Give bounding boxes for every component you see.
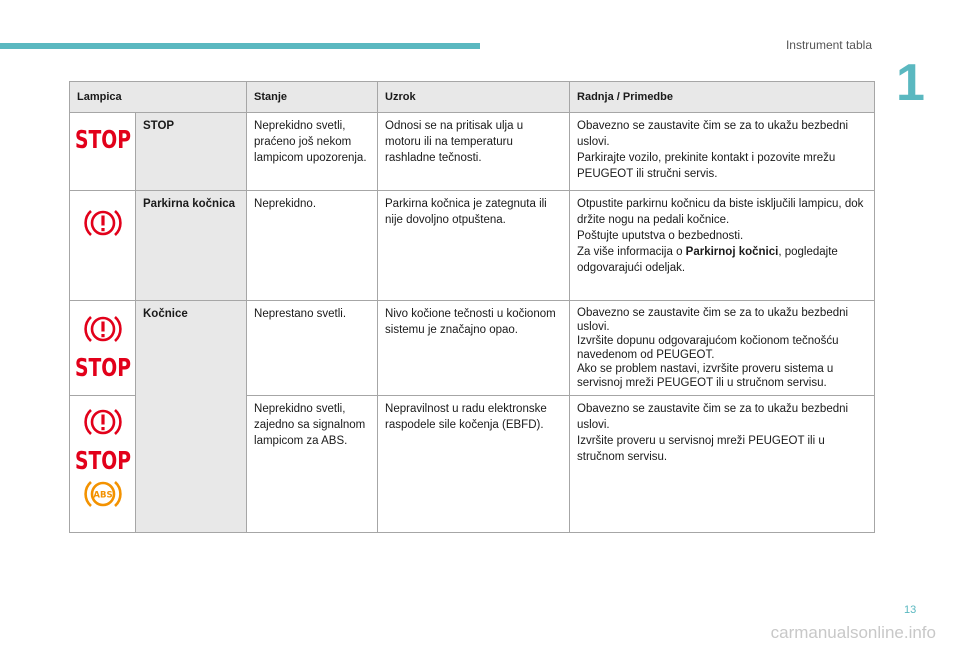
svg-text:STOP: STOP [75, 125, 131, 154]
state-cell: Neprestano svetli. [247, 301, 378, 396]
lamp-cell [70, 191, 136, 301]
action-line: Obavezno se zaustavite čim se za to ukažu bezbedni uslovi. [577, 120, 849, 148]
table-row [70, 301, 875, 396]
action-line: Obavezno se zaustavite čim se za to ukažu bezbedni uslovi. [577, 403, 849, 431]
lamp-name: Kočnice [136, 301, 247, 533]
stop-warning-icon [74, 125, 132, 154]
lamp-name: STOP [136, 113, 247, 191]
brake-warning-icon [83, 404, 123, 440]
action-line [577, 244, 867, 276]
watermark: carmanualsonline.info [770, 623, 936, 642]
lamp-cell [70, 301, 136, 396]
table-row [70, 191, 875, 301]
action-line: Parkirajte vozilo, prekinite kontakt i pozovite mrežu PEUGEOT ili stručni servis. [577, 152, 836, 180]
cause-cell: Nepravilnost u radu elektronske raspodele sile kočenja (EBFD). [378, 396, 570, 533]
column-header-lampica: Lampica [70, 82, 247, 113]
action-cell [570, 113, 875, 191]
action-line: Izvršite dopunu odgovarajućom kočionom tečnošću navedenom od PEUGEOT. [577, 335, 839, 361]
action-line: Izvršite proveru u servisnoj mreži PEUGEOT ili u stručnom servisu. [577, 435, 825, 463]
lamp-cell [70, 113, 136, 191]
action-text: Za više informacija o [577, 246, 686, 258]
action-line: Poštujte uputstva o bezbednosti. [577, 230, 744, 242]
cause-cell: Parkirna kočnica je zategnuta ili nije dovoljno otpuštena. [378, 191, 570, 301]
column-header-uzrok: Uzrok [378, 82, 570, 113]
lamp-cell [70, 396, 136, 533]
header-accent-bar [0, 43, 480, 49]
column-header-stanje: Stanje [247, 82, 378, 113]
state-cell: Neprekidno svetli, praćeno još nekom lampicom upozorenja. [247, 113, 378, 191]
chapter-number: 1 [896, 54, 925, 112]
action-cell [570, 396, 875, 533]
stop-warning-icon [74, 446, 132, 475]
svg-text:STOP: STOP [75, 446, 131, 475]
brake-warning-icon [83, 205, 123, 241]
action-cell [570, 301, 875, 396]
brake-warning-icon [83, 311, 123, 347]
cause-cell: Nivo kočione tečnosti u kočionom sistemu je značajno opao. [378, 301, 570, 396]
state-cell: Neprekidno. [247, 191, 378, 301]
action-line: Ako se problem nastavi, izvršite proveru sistema u servisnoj mreži PEUGEOT ili u stručnom servisu. [577, 363, 834, 389]
state-cell: Neprekidno svetli, zajedno sa signalnom lampicom za ABS. [247, 396, 378, 533]
action-line: Otpustite parkirnu kočnicu da biste isključili lampicu, dok držite nogu na pedali kočnice. [577, 198, 864, 226]
cause-cell: Odnosi se na pritisak ulja u motoru ili na temperaturu rashladne tečnosti. [378, 113, 570, 191]
svg-text:STOP: STOP [75, 353, 131, 382]
warning-lamps-table [69, 81, 875, 533]
section-title: Instrument tabla [785, 38, 872, 52]
abs-warning-icon [83, 476, 123, 512]
table-header-row [70, 82, 875, 113]
table-row [70, 113, 875, 191]
svg-text:ABS: ABS [92, 490, 113, 501]
action-text: , pogledajte odgovarajući odeljak. [577, 246, 838, 274]
section-reference: Parkirnoj kočnici [685, 246, 779, 258]
stop-warning-icon [74, 353, 132, 382]
column-header-radnja: Radnja / Primedbe [570, 82, 875, 113]
page-number: 13 [904, 604, 917, 616]
action-cell [570, 191, 875, 301]
lamp-name: Parkirna kočnica [136, 191, 247, 301]
action-line: Obavezno se zaustavite čim se za to ukažu bezbedni uslovi. [577, 307, 849, 333]
